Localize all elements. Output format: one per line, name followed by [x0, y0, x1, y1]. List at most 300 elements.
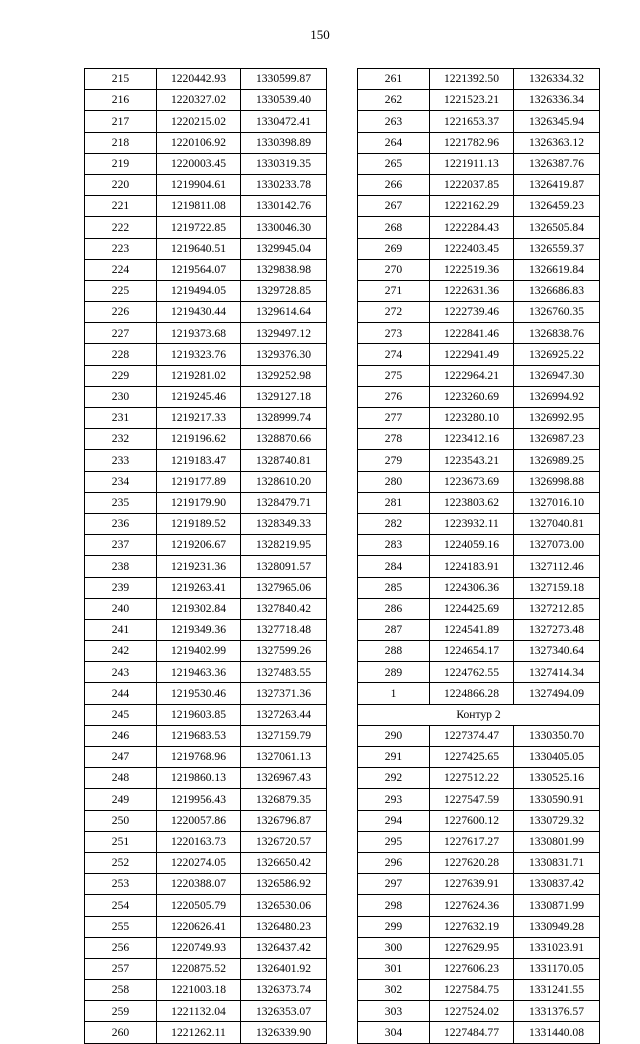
x-coordinate-cell: 1219494.05	[157, 280, 241, 301]
x-coordinate-cell: 1223803.62	[430, 492, 514, 513]
x-coordinate-cell: 1219179.90	[157, 492, 241, 513]
table-row	[358, 598, 600, 619]
x-coordinate-cell: 1227600.12	[430, 810, 514, 831]
table-row	[358, 323, 600, 344]
y-coordinate-cell: 1330350.70	[514, 725, 600, 746]
x-coordinate-cell: 1220106.92	[157, 132, 241, 153]
x-coordinate-cell: 1219196.62	[157, 429, 241, 450]
table-row	[85, 598, 327, 619]
x-coordinate-cell: 1219603.85	[157, 704, 241, 725]
x-coordinate-cell: 1220442.93	[157, 69, 241, 90]
point-number-cell: 303	[358, 1001, 430, 1022]
x-coordinate-cell: 1220875.52	[157, 958, 241, 979]
y-coordinate-cell: 1326353.07	[241, 1001, 327, 1022]
table-row	[85, 196, 327, 217]
x-coordinate-cell: 1222841.46	[430, 323, 514, 344]
y-coordinate-cell: 1326505.84	[514, 217, 600, 238]
x-coordinate-cell: 1220215.02	[157, 111, 241, 132]
x-coordinate-cell: 1227624.36	[430, 895, 514, 916]
y-coordinate-cell: 1331023.91	[514, 937, 600, 958]
x-coordinate-cell: 1224306.36	[430, 577, 514, 598]
point-number-cell: 255	[85, 916, 157, 937]
y-coordinate-cell: 1328091.57	[241, 556, 327, 577]
section-header-row	[358, 704, 600, 725]
y-coordinate-cell: 1326992.95	[514, 408, 600, 429]
table-row	[358, 450, 600, 471]
y-coordinate-cell: 1326559.37	[514, 238, 600, 259]
table-row	[358, 513, 600, 534]
point-number-cell: 239	[85, 577, 157, 598]
x-coordinate-cell: 1223412.16	[430, 429, 514, 450]
x-coordinate-cell: 1219217.33	[157, 408, 241, 429]
y-coordinate-cell: 1331376.57	[514, 1001, 600, 1022]
table-row	[85, 365, 327, 386]
y-coordinate-cell: 1326345.94	[514, 111, 600, 132]
x-coordinate-cell: 1220505.79	[157, 895, 241, 916]
y-coordinate-cell: 1326480.23	[241, 916, 327, 937]
point-number-cell: 248	[85, 768, 157, 789]
x-coordinate-cell: 1219245.46	[157, 386, 241, 407]
x-coordinate-cell: 1227547.59	[430, 789, 514, 810]
point-number-cell: 251	[85, 831, 157, 852]
point-number-cell: 298	[358, 895, 430, 916]
point-number-cell: 244	[85, 683, 157, 704]
table-row	[358, 1001, 600, 1022]
point-number-cell: 304	[358, 1022, 430, 1043]
table-row	[85, 641, 327, 662]
table-row	[358, 810, 600, 831]
table-row	[358, 132, 600, 153]
table-row	[85, 831, 327, 852]
x-coordinate-cell: 1223932.11	[430, 513, 514, 534]
x-coordinate-cell: 1219349.36	[157, 619, 241, 640]
x-coordinate-cell: 1222284.43	[430, 217, 514, 238]
x-coordinate-cell: 1224654.17	[430, 641, 514, 662]
table-row	[85, 683, 327, 704]
table-row	[85, 1001, 327, 1022]
x-coordinate-cell: 1224541.89	[430, 619, 514, 640]
x-coordinate-cell: 1219640.51	[157, 238, 241, 259]
y-coordinate-cell: 1330949.28	[514, 916, 600, 937]
table-row	[358, 577, 600, 598]
x-coordinate-cell: 1219430.44	[157, 302, 241, 323]
table-row	[85, 725, 327, 746]
x-coordinate-cell: 1219904.61	[157, 174, 241, 195]
point-number-cell: 274	[358, 344, 430, 365]
table-row	[85, 937, 327, 958]
y-coordinate-cell: 1329497.12	[241, 323, 327, 344]
point-number-cell: 225	[85, 280, 157, 301]
point-number-cell: 231	[85, 408, 157, 429]
x-coordinate-cell: 1219683.53	[157, 725, 241, 746]
x-coordinate-cell: 1223543.21	[430, 450, 514, 471]
y-coordinate-cell: 1328740.81	[241, 450, 327, 471]
point-number-cell: 254	[85, 895, 157, 916]
y-coordinate-cell: 1327965.06	[241, 577, 327, 598]
contour-header: Контур 2	[358, 704, 600, 725]
table-row	[85, 895, 327, 916]
table-row	[85, 577, 327, 598]
y-coordinate-cell: 1330871.99	[514, 895, 600, 916]
table-row	[85, 1022, 327, 1043]
table-row	[358, 662, 600, 683]
y-coordinate-cell: 1326459.23	[514, 196, 600, 217]
coordinates-table-left	[84, 68, 327, 1044]
y-coordinate-cell: 1326989.25	[514, 450, 600, 471]
point-number-cell: 233	[85, 450, 157, 471]
table-row	[85, 111, 327, 132]
y-coordinate-cell: 1326987.23	[514, 429, 600, 450]
y-coordinate-cell: 1330729.32	[514, 810, 600, 831]
table-row	[358, 980, 600, 1001]
point-number-cell: 221	[85, 196, 157, 217]
y-coordinate-cell: 1326967.43	[241, 768, 327, 789]
x-coordinate-cell: 1227425.65	[430, 747, 514, 768]
table-row	[358, 196, 600, 217]
y-coordinate-cell: 1327840.42	[241, 598, 327, 619]
point-number-cell: 249	[85, 789, 157, 810]
x-coordinate-cell: 1224866.28	[430, 683, 514, 704]
point-number-cell: 222	[85, 217, 157, 238]
table-row	[358, 344, 600, 365]
y-coordinate-cell: 1327273.48	[514, 619, 600, 640]
y-coordinate-cell: 1326437.42	[241, 937, 327, 958]
point-number-cell: 267	[358, 196, 430, 217]
x-coordinate-cell: 1219206.67	[157, 535, 241, 556]
point-number-cell: 276	[358, 386, 430, 407]
x-coordinate-cell: 1227617.27	[430, 831, 514, 852]
point-number-cell: 256	[85, 937, 157, 958]
y-coordinate-cell: 1327073.00	[514, 535, 600, 556]
table-row	[358, 259, 600, 280]
point-number-cell: 259	[85, 1001, 157, 1022]
point-number-cell: 292	[358, 768, 430, 789]
table-row	[85, 513, 327, 534]
point-number-cell: 275	[358, 365, 430, 386]
table-row	[85, 535, 327, 556]
y-coordinate-cell: 1329614.64	[241, 302, 327, 323]
point-number-cell: 219	[85, 153, 157, 174]
table-row	[85, 852, 327, 873]
y-coordinate-cell: 1326925.22	[514, 344, 600, 365]
y-coordinate-cell: 1327212.85	[514, 598, 600, 619]
table-row	[85, 280, 327, 301]
table-row	[358, 492, 600, 513]
x-coordinate-cell: 1224183.91	[430, 556, 514, 577]
table-row	[358, 302, 600, 323]
table-row	[358, 408, 600, 429]
table-row	[85, 916, 327, 937]
y-coordinate-cell: 1326339.90	[241, 1022, 327, 1043]
table-row	[85, 450, 327, 471]
y-coordinate-cell: 1330599.87	[241, 69, 327, 90]
table-row	[85, 492, 327, 513]
point-number-cell: 240	[85, 598, 157, 619]
point-number-cell: 224	[85, 259, 157, 280]
point-number-cell: 217	[85, 111, 157, 132]
table-row	[358, 683, 600, 704]
x-coordinate-cell: 1227629.95	[430, 937, 514, 958]
x-coordinate-cell: 1220327.02	[157, 90, 241, 111]
point-number-cell: 245	[85, 704, 157, 725]
x-coordinate-cell: 1222739.46	[430, 302, 514, 323]
y-coordinate-cell: 1327718.48	[241, 619, 327, 640]
x-coordinate-cell: 1221523.21	[430, 90, 514, 111]
table-row	[85, 386, 327, 407]
point-number-cell: 227	[85, 323, 157, 344]
x-coordinate-cell: 1227620.28	[430, 852, 514, 873]
y-coordinate-cell: 1331170.05	[514, 958, 600, 979]
x-coordinate-cell: 1219956.43	[157, 789, 241, 810]
table-row	[358, 895, 600, 916]
table-row	[358, 852, 600, 873]
x-coordinate-cell: 1222964.21	[430, 365, 514, 386]
y-coordinate-cell: 1326686.83	[514, 280, 600, 301]
point-number-cell: 257	[85, 958, 157, 979]
y-coordinate-cell: 1327414.34	[514, 662, 600, 683]
point-number-cell: 237	[85, 535, 157, 556]
x-coordinate-cell: 1219373.68	[157, 323, 241, 344]
point-number-cell: 300	[358, 937, 430, 958]
x-coordinate-cell: 1219860.13	[157, 768, 241, 789]
x-coordinate-cell: 1227512.22	[430, 768, 514, 789]
x-coordinate-cell: 1227524.02	[430, 1001, 514, 1022]
point-number-cell: 280	[358, 471, 430, 492]
table-row	[358, 535, 600, 556]
table-row	[85, 132, 327, 153]
x-coordinate-cell: 1223280.10	[430, 408, 514, 429]
point-number-cell: 297	[358, 874, 430, 895]
point-number-cell: 287	[358, 619, 430, 640]
y-coordinate-cell: 1326796.87	[241, 810, 327, 831]
x-coordinate-cell: 1221132.04	[157, 1001, 241, 1022]
point-number-cell: 234	[85, 471, 157, 492]
y-coordinate-cell: 1326650.42	[241, 852, 327, 873]
table-row	[85, 90, 327, 111]
point-number-cell: 296	[358, 852, 430, 873]
table-row	[85, 153, 327, 174]
y-coordinate-cell: 1329838.98	[241, 259, 327, 280]
x-coordinate-cell: 1219263.41	[157, 577, 241, 598]
x-coordinate-cell: 1219768.96	[157, 747, 241, 768]
y-coordinate-cell: 1326530.06	[241, 895, 327, 916]
point-number-cell: 271	[358, 280, 430, 301]
point-number-cell: 265	[358, 153, 430, 174]
table-row	[358, 958, 600, 979]
point-number-cell: 281	[358, 492, 430, 513]
y-coordinate-cell: 1326334.32	[514, 69, 600, 90]
y-coordinate-cell: 1328999.74	[241, 408, 327, 429]
y-coordinate-cell: 1329728.85	[241, 280, 327, 301]
y-coordinate-cell: 1327371.36	[241, 683, 327, 704]
table-row	[358, 153, 600, 174]
table-row	[358, 916, 600, 937]
point-number-cell: 282	[358, 513, 430, 534]
coordinates-table-right	[357, 68, 600, 1044]
y-coordinate-cell: 1329252.98	[241, 365, 327, 386]
x-coordinate-cell: 1222403.45	[430, 238, 514, 259]
point-number-cell: 273	[358, 323, 430, 344]
point-number-cell: 270	[358, 259, 430, 280]
x-coordinate-cell: 1221392.50	[430, 69, 514, 90]
table-row	[85, 344, 327, 365]
y-coordinate-cell: 1326419.87	[514, 174, 600, 195]
table-row	[358, 556, 600, 577]
point-number-cell: 242	[85, 641, 157, 662]
table-row	[85, 980, 327, 1001]
y-coordinate-cell: 1326998.88	[514, 471, 600, 492]
table-row	[358, 429, 600, 450]
y-coordinate-cell: 1326619.84	[514, 259, 600, 280]
x-coordinate-cell: 1220749.93	[157, 937, 241, 958]
table-row	[85, 238, 327, 259]
y-coordinate-cell: 1330831.71	[514, 852, 600, 873]
y-coordinate-cell: 1331241.55	[514, 980, 600, 1001]
x-coordinate-cell: 1219302.84	[157, 598, 241, 619]
point-number-cell: 252	[85, 852, 157, 873]
y-coordinate-cell: 1327340.64	[514, 641, 600, 662]
table-row	[358, 768, 600, 789]
point-number-cell: 232	[85, 429, 157, 450]
point-number-cell: 247	[85, 747, 157, 768]
y-coordinate-cell: 1327040.81	[514, 513, 600, 534]
table-row	[358, 789, 600, 810]
y-coordinate-cell: 1326879.35	[241, 789, 327, 810]
y-coordinate-cell: 1326838.76	[514, 323, 600, 344]
x-coordinate-cell: 1227632.19	[430, 916, 514, 937]
point-number-cell: 230	[85, 386, 157, 407]
x-coordinate-cell: 1220163.73	[157, 831, 241, 852]
y-coordinate-cell: 1330801.99	[514, 831, 600, 852]
x-coordinate-cell: 1224762.55	[430, 662, 514, 683]
point-number-cell: 285	[358, 577, 430, 598]
x-coordinate-cell: 1220057.86	[157, 810, 241, 831]
table-row	[358, 831, 600, 852]
point-number-cell: 279	[358, 450, 430, 471]
table-row	[85, 323, 327, 344]
table-row	[85, 704, 327, 725]
point-number-cell: 289	[358, 662, 430, 683]
table-row	[85, 874, 327, 895]
point-number-cell: 264	[358, 132, 430, 153]
table-row	[85, 408, 327, 429]
point-number-cell: 283	[358, 535, 430, 556]
point-number-cell: 241	[85, 619, 157, 640]
point-number-cell: 253	[85, 874, 157, 895]
y-coordinate-cell: 1326336.34	[514, 90, 600, 111]
y-coordinate-cell: 1330525.16	[514, 768, 600, 789]
y-coordinate-cell: 1329376.30	[241, 344, 327, 365]
point-number-cell: 288	[358, 641, 430, 662]
y-coordinate-cell: 1326760.35	[514, 302, 600, 323]
y-coordinate-cell: 1327494.09	[514, 683, 600, 704]
point-number-cell: 302	[358, 980, 430, 1001]
table-row	[85, 69, 327, 90]
y-coordinate-cell: 1330590.91	[514, 789, 600, 810]
x-coordinate-cell: 1220003.45	[157, 153, 241, 174]
point-number-cell: 293	[358, 789, 430, 810]
y-coordinate-cell: 1326387.76	[514, 153, 600, 174]
x-coordinate-cell: 1221003.18	[157, 980, 241, 1001]
x-coordinate-cell: 1227606.23	[430, 958, 514, 979]
y-coordinate-cell: 1326994.92	[514, 386, 600, 407]
point-number-cell: 236	[85, 513, 157, 534]
x-coordinate-cell: 1224059.16	[430, 535, 514, 556]
point-number-cell: 299	[358, 916, 430, 937]
y-coordinate-cell: 1326947.30	[514, 365, 600, 386]
point-number-cell: 228	[85, 344, 157, 365]
point-number-cell: 216	[85, 90, 157, 111]
x-coordinate-cell: 1219463.36	[157, 662, 241, 683]
x-coordinate-cell: 1222037.85	[430, 174, 514, 195]
point-number-cell: 223	[85, 238, 157, 259]
point-number-cell: 272	[358, 302, 430, 323]
y-coordinate-cell: 1326720.57	[241, 831, 327, 852]
x-coordinate-cell: 1219183.47	[157, 450, 241, 471]
x-coordinate-cell: 1219323.76	[157, 344, 241, 365]
point-number-cell: 266	[358, 174, 430, 195]
y-coordinate-cell: 1330319.35	[241, 153, 327, 174]
point-number-cell: 278	[358, 429, 430, 450]
x-coordinate-cell: 1220388.07	[157, 874, 241, 895]
x-coordinate-cell: 1219402.99	[157, 641, 241, 662]
y-coordinate-cell: 1330142.76	[241, 196, 327, 217]
point-number-cell: 301	[358, 958, 430, 979]
x-coordinate-cell: 1221262.11	[157, 1022, 241, 1043]
point-number-cell: 258	[85, 980, 157, 1001]
y-coordinate-cell: 1328610.20	[241, 471, 327, 492]
table-row	[358, 641, 600, 662]
point-number-cell: 260	[85, 1022, 157, 1043]
table-row	[85, 302, 327, 323]
page-number: 150	[310, 27, 330, 42]
x-coordinate-cell: 1224425.69	[430, 598, 514, 619]
y-coordinate-cell: 1326363.12	[514, 132, 600, 153]
point-number-cell: 284	[358, 556, 430, 577]
x-coordinate-cell: 1222519.36	[430, 259, 514, 280]
y-coordinate-cell: 1326373.74	[241, 980, 327, 1001]
table-row	[358, 174, 600, 195]
y-coordinate-cell: 1328870.66	[241, 429, 327, 450]
point-number-cell: 261	[358, 69, 430, 90]
table-row	[358, 238, 600, 259]
x-coordinate-cell: 1227374.47	[430, 725, 514, 746]
y-coordinate-cell: 1329127.18	[241, 386, 327, 407]
table-row	[85, 958, 327, 979]
y-coordinate-cell: 1330472.41	[241, 111, 327, 132]
table-row	[358, 69, 600, 90]
table-row	[85, 556, 327, 577]
table-row	[358, 874, 600, 895]
point-number-cell: 246	[85, 725, 157, 746]
table-row	[85, 662, 327, 683]
y-coordinate-cell: 1330837.42	[514, 874, 600, 895]
y-coordinate-cell: 1330405.05	[514, 747, 600, 768]
y-coordinate-cell: 1327159.18	[514, 577, 600, 598]
y-coordinate-cell: 1330539.40	[241, 90, 327, 111]
table-row	[85, 619, 327, 640]
x-coordinate-cell: 1222162.29	[430, 196, 514, 217]
table-row	[85, 789, 327, 810]
point-number-cell: 215	[85, 69, 157, 90]
point-number-cell: 286	[358, 598, 430, 619]
y-coordinate-cell: 1327263.44	[241, 704, 327, 725]
point-number-cell: 1	[358, 683, 430, 704]
point-number-cell: 238	[85, 556, 157, 577]
x-coordinate-cell: 1227484.77	[430, 1022, 514, 1043]
point-number-cell: 243	[85, 662, 157, 683]
x-coordinate-cell: 1221653.37	[430, 111, 514, 132]
